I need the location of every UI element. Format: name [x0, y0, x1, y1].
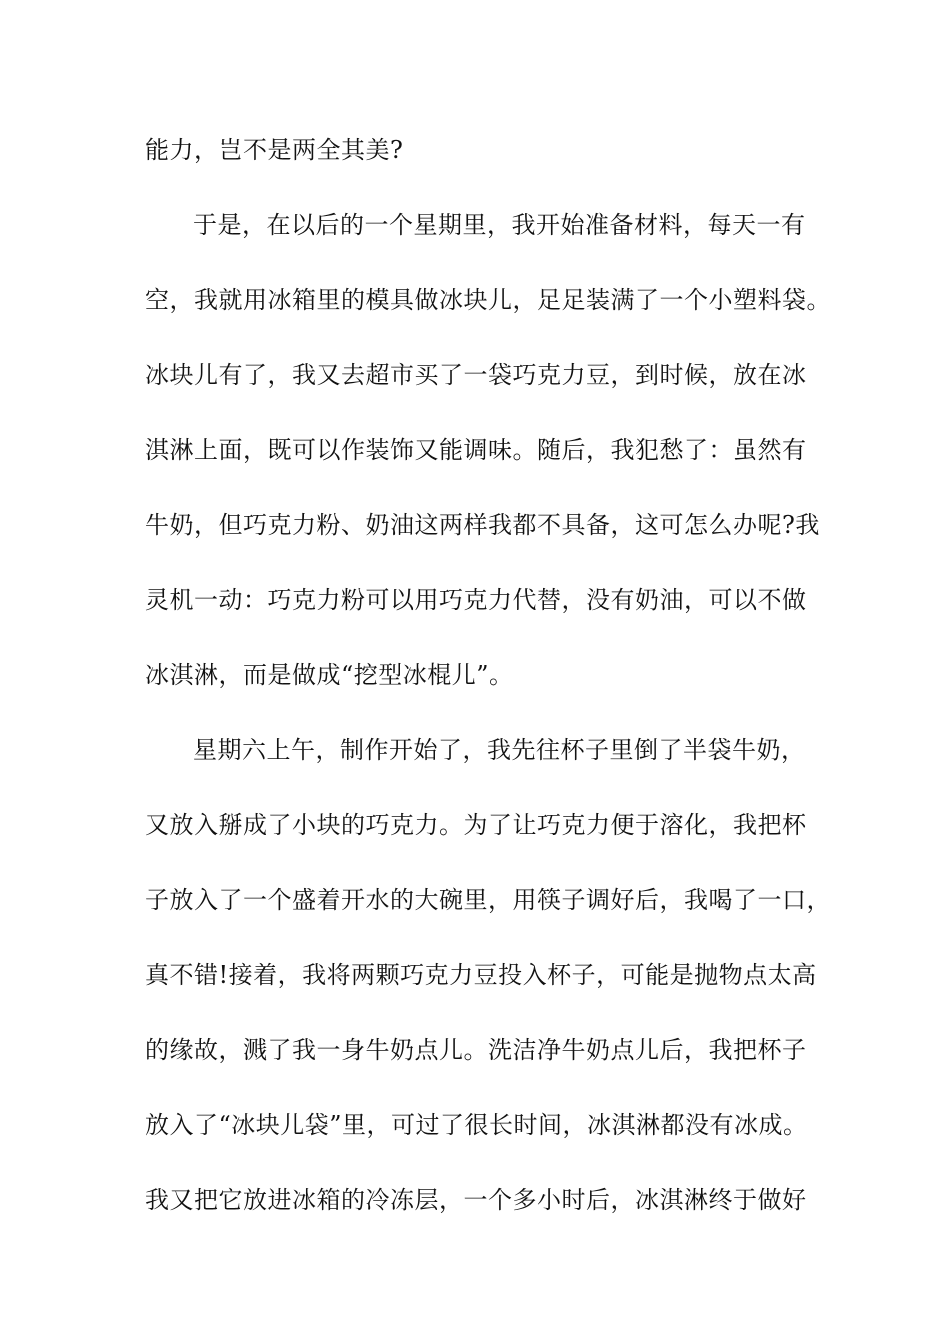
text-line: 的缘故，溅了我一身牛奶点儿。洗洁净牛奶点儿后，我把杯子: [145, 1036, 807, 1064]
text-line: 空，我就用冰箱里的模具做冰块儿，足足装满了一个小塑料袋。: [145, 286, 831, 314]
text-line: 真不错!接着，我将两颗巧克力豆投入杯子，可能是抛物点太高: [145, 961, 817, 989]
text-line: 放入了“冰块儿袋”里，可过了很长时间，冰淇淋都没有冰成。: [145, 1111, 808, 1139]
paragraph-start-line: 于是，在以后的一个星期里，我开始准备材料，每天一有: [193, 211, 806, 239]
text-line: 牛奶，但巧克力粉、奶油这两样我都不具备，这可怎么办呢?我: [145, 511, 820, 539]
text-line: 我又把它放进冰箱的冷冻层，一个多小时后，冰淇淋终于做好: [145, 1186, 807, 1214]
text-line: 能力，岂不是两全其美?: [145, 136, 404, 164]
text-line: 冰块儿有了，我又去超市买了一袋巧克力豆，到时候，放在冰: [145, 361, 807, 389]
paragraph-start-line: 星期六上午，制作开始了，我先往杯子里倒了半袋牛奶，: [193, 736, 806, 764]
text-line: 冰淇淋，而是做成“挖型冰棍儿”。: [145, 661, 514, 689]
text-line: 又放入掰成了小块的巧克力。为了让巧克力便于溶化，我把杯: [145, 811, 807, 839]
text-line: 淇淋上面，既可以作装饰又能调味。随后，我犯愁了：虽然有: [145, 436, 807, 464]
text-line: 灵机一动：巧克力粉可以用巧克力代替，没有奶油，可以不做: [145, 586, 807, 614]
text-line: 子放入了一个盛着开水的大碗里，用筷子调好后，我喝了一口，: [145, 886, 831, 914]
